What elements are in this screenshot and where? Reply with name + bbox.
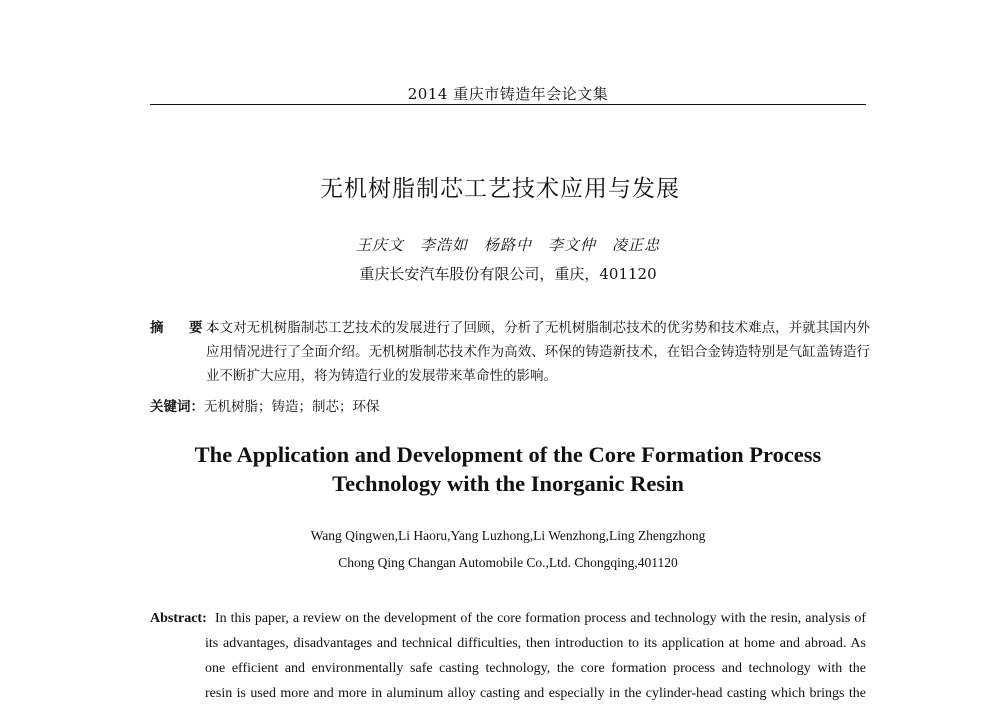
english-abstract-line-3: one efficient and environmentally safe casting technology, the core formation process and technology with the	[205, 661, 866, 676]
english-title-line-2: Technology with the Inorganic Resin	[332, 471, 684, 496]
english-title-line-1: The Application and Development of the Core Formation Process	[194, 442, 822, 467]
running-head: 2014 重庆市铸造年会论文集	[407, 85, 609, 103]
chinese-affiliation: 重庆长安汽车股份有限公司，重庆，401120	[359, 265, 657, 283]
chinese-abstract-label: 摘 要：	[150, 320, 228, 336]
chinese-keywords-text: 无机树脂；铸造；制芯；环保	[204, 399, 380, 415]
english-title	[150, 440, 866, 498]
chinese-authors: 王庆文 李浩如 杨路中 李文仲 凌正忠	[355, 236, 660, 254]
english-abstract-label: Abstract:	[150, 611, 207, 626]
header-rule	[150, 104, 866, 105]
chinese-keywords-label: 关键词：	[150, 399, 204, 415]
chinese-abstract	[150, 316, 870, 388]
english-abstract-line-2: its advantages, disadvantages and technical difficulties, then introduction to its application at home and abroad. As	[205, 636, 866, 651]
english-abstract-line-1: In this paper, a review on the development of the core formation process and technology with the resin, analysis of	[215, 611, 866, 626]
chinese-keywords	[150, 395, 870, 415]
chinese-abstract-text: 本文对无机树脂制芯工艺技术的发展进行了回顾，分析了无机树脂制芯技术的优劣势和技术难点，并就其国内外应用情况进行了全面介绍。无机树脂制芯技术作为高效、环保的铸造新技术，在铝合金铸造特别是气缸盖铸造行业不断扩大应用，将为铸造行业的发展带来革命性的影响。	[206, 320, 870, 384]
english-authors: Wang Qingwen,Li Haoru,Yang Luzhong,Li Wenzhong,Ling Zhengzhong	[310, 528, 706, 543]
chinese-title: 无机树脂制芯工艺技术应用与发展	[320, 176, 680, 202]
english-affiliation: Chong Qing Changan Automobile Co.,Ltd. Chongqing,401120	[338, 555, 678, 570]
english-abstract	[150, 606, 866, 706]
english-abstract-line-4: resin is used more and more in aluminum alloy casting and especially in the cylinder-head casting which brings the	[205, 686, 866, 701]
